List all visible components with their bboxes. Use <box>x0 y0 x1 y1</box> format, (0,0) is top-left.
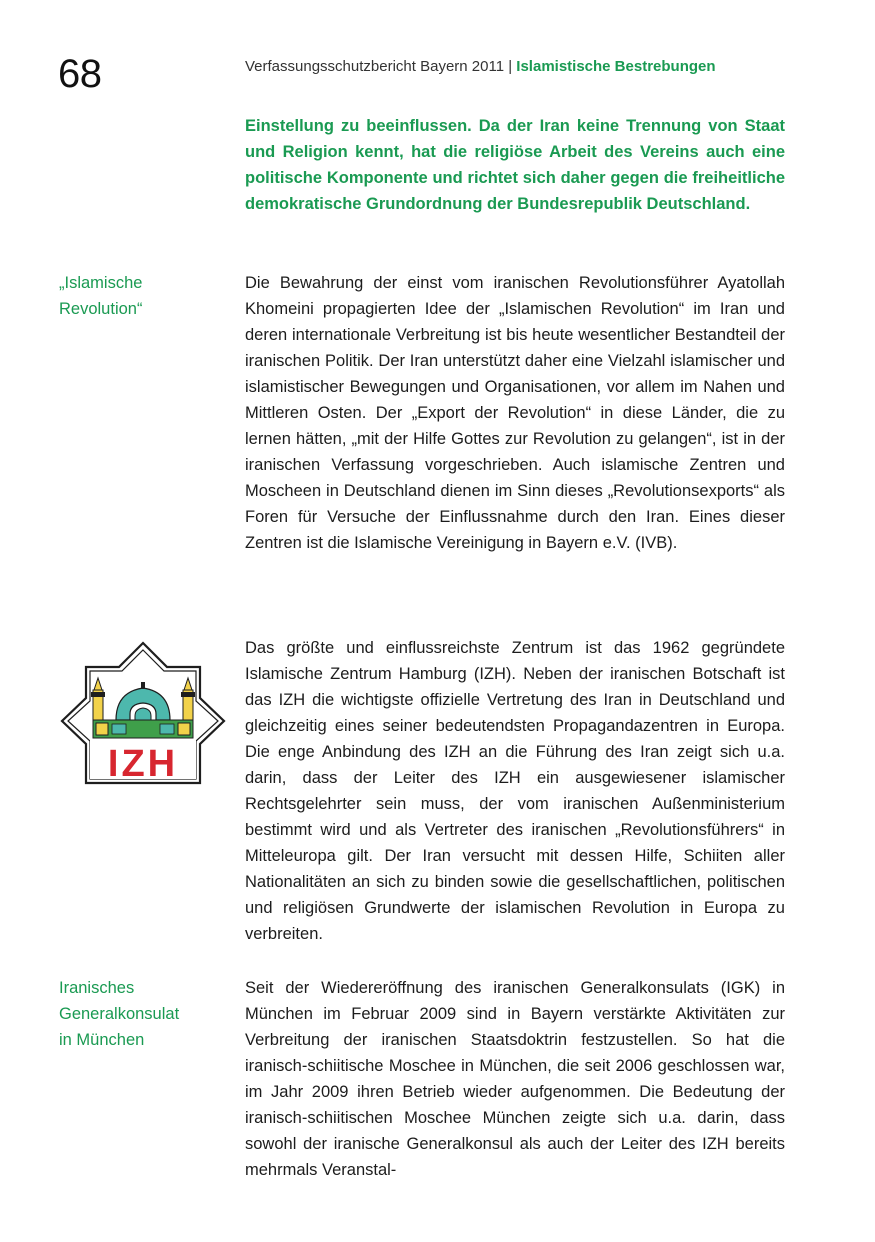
publication-title: Verfassungsschutzbericht Bayern 2011 <box>245 58 505 75</box>
izh-logo-text: IZH <box>107 743 179 785</box>
body-text: Die Bewahrung der einst vom iranischen Revolutionsführer Ayatollah Khomeini propagierten Idee der „Islamischen Revolution“ im Iran und deren internationale Verbreitung ist bis heute wesentlicher Bestandteil der iranischen Politik. Der Iran unterstützt daher eine Vielzahl islamischer und islamistischer Bewegungen und Organisationen, vor allem im Nahen und Mittleren Osten. Der „Export der Revolution“ in diese Länder, die zu lernen hätten, „mit der Hilfe Gottes zur Revolution zu gelangen“, ist in der iranischen Verfassung vorgeschrieben. Auch islamische Zentren und Moscheen in Deutschland dienen im Sinn dieses „Revolutionsexports“ als Foren für Versuche der Einflussnahme durch den Iran. Eines dieser Zentren ist die Islamische Vereinigung in Bayern e.V. (IVB). <box>245 274 785 552</box>
izh-logo <box>58 640 228 786</box>
body-text: Das größte und einflussreichste Zentrum ist das 1962 gegründete Islamische Zentrum Hamburg (IZH). Neben der iranischen Botschaft ist das IZH die wichtigste offizielle Vertretung des Iran in Deutschland und gleichzeitig eines seiner bedeutendsten Propagandazentren in Europa. Die enge Anbindung des IZH an die Führung des Iran zeigt sich u.a. darin, dass der Leiter des IZH ein ausgewiesener islamischer Rechtsgelehrter sein muss, der vom iranischen Außenministerium bestimmt wird und als Vertreter des iranischen „Revolutionsführers“ in Mitteleuropa gilt. Der Iran versucht mit dessen Hilfe, Schiiten aller Nationalitäten an sich zu binden sowie die gesellschaftlichen, politischen und religiösen Grundwerte der islamischen Revolution in Europa zu verbreiten. <box>245 639 785 943</box>
section-title: Islamistische Bestrebungen <box>516 58 716 75</box>
paragraph-consulate <box>245 975 785 1183</box>
margin-note-consulate <box>59 975 229 1053</box>
lead-text: Einstellung zu beeinflussen. Da der Iran keine Trennung von Staat und Religion kennt, hat die religiöse Arbeit des Vereins auch eine politische Komponente und richtet sich daher gegen die freiheitliche demokratische Grundordnung der Bundesrepublik Deutschland. <box>245 117 785 213</box>
margin-note-islamic-revolution <box>59 270 229 322</box>
paragraph-izh <box>245 635 785 947</box>
margin-note-line: Iranisches <box>59 979 135 997</box>
margin-note-line: „Islamische <box>59 274 143 292</box>
margin-note-line: Generalkonsulat <box>59 1005 180 1023</box>
body-text: Seit der Wiedereröffnung des iranischen Generalkonsulats (IGK) in München im Februar 2009 sind in Bayern verstärkte Aktivitäten zur Verbreitung der iranischen Staatsdoktrin festzustellen. So hat die iranisch-schiitische Moschee in München, die seit 2006 geschlossen war, im Jahr 2009 ihren Betrieb wieder aufgenommen. Die Bedeutung der iranisch-schiitischen Moschee München zeigte sich u.a. darin, dass sowohl der iranische Generalkonsul als auch der Leiter des IZH bereits mehrmals Veranstal- <box>245 979 785 1179</box>
paragraph-revolution <box>245 270 785 556</box>
lead-paragraph <box>245 113 785 217</box>
page-number: 68 <box>58 52 102 96</box>
ornament-band-icon <box>93 720 193 738</box>
margin-note-line: Revolution“ <box>59 300 143 318</box>
margin-note-line: in München <box>59 1031 145 1049</box>
header-separator: | <box>508 58 513 75</box>
running-header <box>245 58 805 76</box>
